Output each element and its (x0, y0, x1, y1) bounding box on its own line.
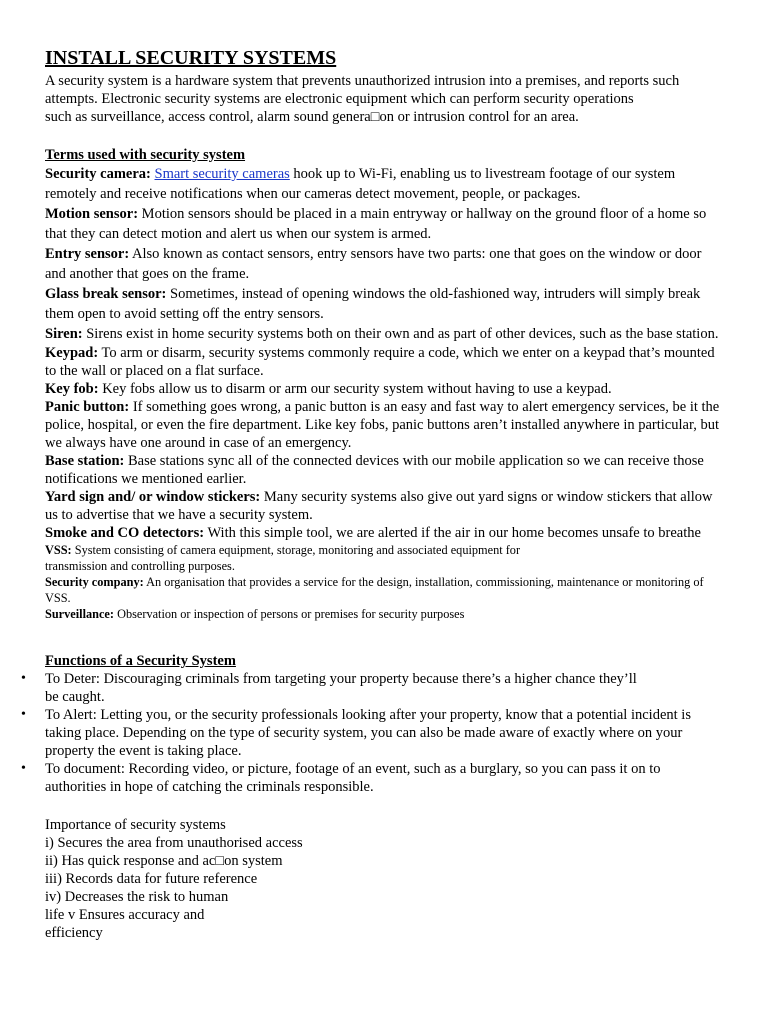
term-name: Glass break sensor: (45, 286, 167, 302)
term-name: Yard sign and/ or window stickers: (45, 489, 261, 505)
functions-list (21, 670, 725, 796)
term-name: Motion sensor: (45, 206, 139, 222)
term-entry-sensor (45, 244, 725, 284)
term-smoke-co-detectors (45, 524, 725, 542)
term-name: Base station: (45, 453, 125, 469)
smart-security-cameras-link[interactable]: Smart security cameras (154, 166, 290, 182)
term-definition: hook up to Wi-Fi, enabling us to livestream footage of our system remotely and receive notifications when our cameras detect movement, people, or packages. (45, 166, 676, 202)
term-definition: An organisation that provides a service for the design, installation, commissioning, maintenance or monitoring of VSS. (45, 575, 704, 605)
term-definition: Key fobs allow us to disarm or arm our security system without having to use a keypad. (98, 381, 612, 397)
term-vss (45, 542, 725, 574)
term-name: Security camera: (45, 166, 151, 182)
term-name: Siren: (45, 326, 83, 342)
intro-line: attempts. Electronic security systems are electronic equipment which can perform security operations (45, 91, 634, 107)
list-item: • To document: Recording video, or picture, footage of an event, such as a burglary, so you can pass it on to authorities in hope of catching the criminals responsible. (21, 761, 661, 795)
term-name: Keypad: (45, 345, 99, 361)
bullet-icon: • (21, 761, 26, 776)
term-name: Surveillance: (45, 607, 114, 621)
term-definition: Observation or inspection of persons or premises for security purposes (114, 607, 465, 621)
term-definition: Base stations sync all of the connected devices with our mobile application so we can receive those notifications we mentioned earlier. (45, 453, 704, 487)
term-definition: Sometimes, instead of opening windows the old-fashioned way, intruders will simply break them open to avoid setting off the entry sensors. (45, 286, 701, 322)
bullet-icon: • (21, 707, 26, 722)
term-motion-sensor (45, 204, 725, 244)
term-definition: Many security systems also give out yard signs or window stickers that allow us to advertise that we have a security system. (45, 489, 713, 523)
document-page (21, 46, 725, 942)
term-definition: Also known as contact sensors, entry sensors have two parts: one that goes on the window or door and another that goes on the frame. (45, 246, 702, 282)
term-definition: Motion sensors should be placed in a main entryway or hallway on the ground floor of a home so that they can detect motion and alert us when our system is armed. (45, 206, 707, 242)
importance-section (45, 816, 725, 942)
page-title: INSTALL SECURITY SYSTEMS (45, 47, 337, 69)
term-keypad (45, 344, 725, 380)
term-key-fob (45, 380, 725, 398)
term-glass-break-sensor (45, 284, 725, 324)
term-name: VSS: (45, 543, 72, 557)
importance-item: iv) Decreases the risk to human (45, 889, 229, 905)
term-surveillance (45, 606, 725, 622)
importance-heading: Importance of security systems (45, 817, 226, 833)
importance-item: life v Ensures accuracy and (45, 907, 205, 923)
intro-line: such as surveillance, access control, alarm sound genera□on or intrusion control for an area. (45, 109, 579, 125)
term-name: Smoke and CO detectors: (45, 525, 205, 541)
term-panic-button (45, 398, 725, 452)
term-siren (45, 324, 725, 344)
term-security-company (45, 574, 725, 606)
bullet-icon: • (21, 671, 26, 686)
term-definition: Sirens exist in home security systems both on their own and as part of other devices, such as the base station. (82, 326, 719, 342)
intro-paragraph (45, 72, 725, 126)
term-definition: If something goes wrong, a panic button is an easy and fast way to alert emergency services, be it the police, hospital, or even the fire department. Like key fobs, panic buttons aren’t installed anywhere in particular, but we always have one around in case of an emergency. (45, 399, 720, 451)
term-name: Security company: (45, 575, 144, 589)
term-name: Panic button: (45, 399, 130, 415)
importance-item: i) Secures the area from unauthorised access (45, 835, 303, 851)
term-name: Key fob: (45, 381, 99, 397)
functions-heading: Functions of a Security System (45, 653, 236, 669)
term-security-camera (45, 164, 725, 204)
list-item: • To Alert: Letting you, or the security professionals looking after your property, know that a potential incident is taking place. Depending on the type of security system, you can also be made aware of exactly where on your property the event is taking place. (21, 707, 691, 759)
term-yard-sign (45, 488, 725, 524)
term-definition: System consisting of camera equipment, storage, monitoring and associated equipment for (71, 543, 521, 557)
term-definition: With this simple tool, we are alerted if the air in our home becomes unsafe to breathe (204, 525, 701, 541)
term-base-station (45, 452, 725, 488)
terms-heading: Terms used with security system (45, 147, 246, 163)
intro-line: A security system is a hardware system that prevents unauthorized intrusion into a premises, and reports such (45, 73, 680, 89)
term-definition: transmission and controlling purposes. (45, 559, 235, 573)
term-definition: To arm or disarm, security systems commonly require a code, which we enter on a keypad that’s mounted to the wall or placed on a flat surface. (45, 345, 715, 379)
importance-item: efficiency (45, 925, 103, 941)
term-name: Entry sensor: (45, 246, 130, 262)
importance-item: ii) Has quick response and ac□on system (45, 853, 283, 869)
list-item: • To Deter: Discouraging criminals from targeting your property because there’s a higher chance they’ll be caught. (21, 671, 637, 705)
importance-item: iii) Records data for future reference (45, 871, 258, 887)
